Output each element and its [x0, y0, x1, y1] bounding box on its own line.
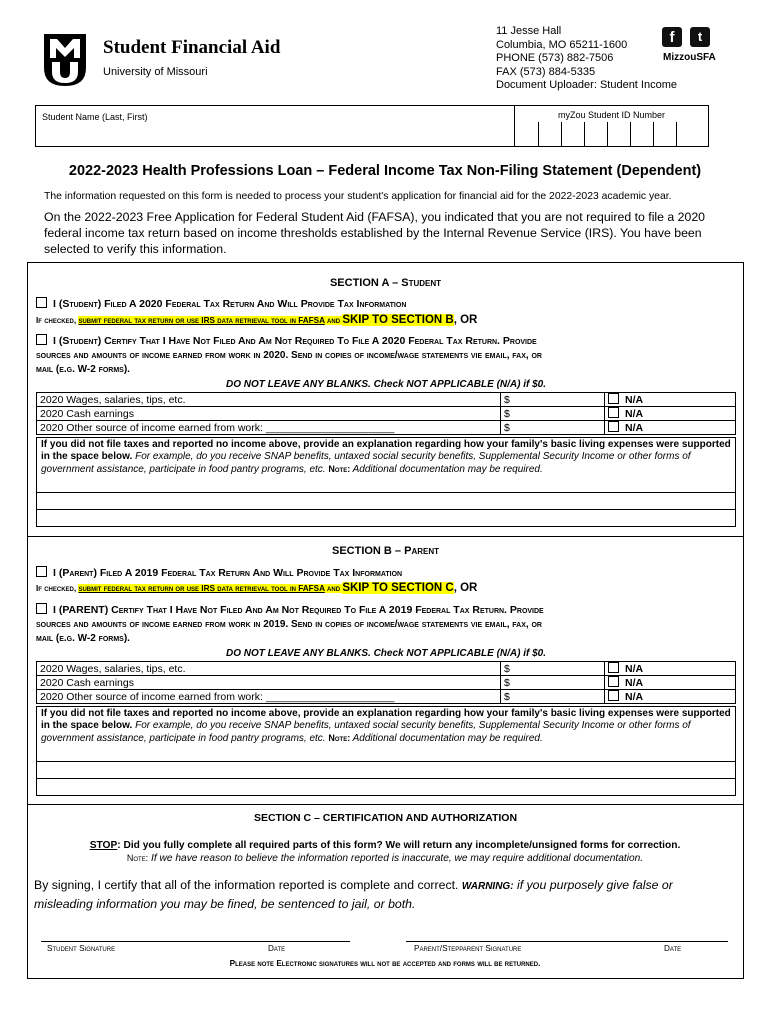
student-name-field[interactable]: Student Name (Last, First) — [42, 112, 148, 122]
section-b-instructions: sources and amounts of income earned from work in 2019. Send in copies of income/wage statements vie email, fax, or — [36, 619, 542, 630]
na-cell — [605, 662, 736, 676]
checkbox-student-filed[interactable] — [36, 297, 47, 308]
section-b-income-table — [36, 661, 736, 704]
amount-field[interactable]: $ — [501, 421, 605, 435]
org-name: Student Financial Aid — [103, 37, 281, 58]
fax-line: FAX (573) 884-5335 — [496, 65, 596, 78]
section-a-income-table — [36, 392, 736, 435]
section-a-explanation-prompt — [36, 437, 736, 493]
na-cell — [605, 690, 736, 704]
section-a-if-checked — [36, 314, 477, 326]
explanation-bold: If you did not file taxes and reported no income above, provide an explanation regarding how your family's basic living expenses were supported in the space below. — [41, 708, 731, 732]
na-checkbox[interactable] — [608, 690, 619, 701]
option-label: I (Student) Certify That I Have Not Filed And Am Not Required To File A 2020 Federal Tax Return. Provide — [53, 335, 537, 347]
checkbox-parent-filed[interactable] — [36, 566, 47, 577]
option-label: I (Parent) Filed A 2019 Federal Tax Return And Will Provide Tax Information — [53, 567, 403, 579]
warning-text: if you purposely give false or misleading information you may be fined, be sentenced to jail, or both. — [34, 878, 673, 911]
section-a-instructions: sources and amounts of income earned from work in 2020. Send in copies of income/wage statements vie email, fax, or — [36, 350, 542, 361]
date-label: Date — [268, 944, 286, 953]
social-handle: MizzouSFA — [663, 52, 716, 63]
uploader-line: Document Uploader: Student Income — [496, 79, 677, 91]
section-divider — [27, 804, 744, 805]
income-label: 2020 Other source of income earned from work: ______________________ — [37, 421, 501, 435]
id-cell-divider — [676, 122, 677, 146]
and-text: and — [324, 316, 343, 325]
na-label: N/A — [625, 663, 644, 675]
skip-to-section-c: SKIP TO SECTION C — [342, 582, 454, 594]
na-label: N/A — [625, 691, 644, 703]
table-row — [37, 662, 736, 676]
note-text: Additional documentation may be required. — [350, 733, 543, 745]
section-b-if-checked — [36, 582, 477, 594]
stop-warning — [0, 840, 770, 851]
section-divider — [27, 536, 744, 537]
intro-text: The information requested on this form is needed to process your student's application for financial aid for the 2022-2023 academic year. — [44, 191, 672, 202]
id-cell-divider — [561, 122, 562, 146]
section-b-option-filed — [36, 566, 402, 579]
checkbox-student-not-filed[interactable] — [36, 334, 47, 345]
facebook-icon[interactable]: f — [662, 27, 682, 47]
warning-label: WARNING: — [461, 881, 514, 892]
note-label: Note: — [126, 853, 149, 863]
na-cell — [605, 393, 736, 407]
note-label: Note: — [328, 733, 351, 744]
student-id-label: myZou Student ID Number — [558, 110, 666, 120]
income-label: 2020 Other source of income earned from work: ______________________ — [37, 690, 501, 704]
address-line: Columbia, MO 65211-1600 — [496, 38, 628, 51]
section-b-instructions-end: mail (e.g. W-2 forms). — [36, 633, 130, 644]
parent-signature-label: Parent/Stepparent Signature — [414, 944, 522, 953]
table-row — [37, 393, 736, 407]
checkbox-parent-not-filed[interactable] — [36, 603, 47, 614]
na-checkbox[interactable] — [608, 662, 619, 673]
explanation-line[interactable] — [36, 762, 736, 779]
section-c-heading: SECTION C – CERTIFICATION AND AUTHORIZATION — [253, 812, 518, 824]
mu-logo — [44, 34, 86, 86]
section-a-heading: SECTION A – Student — [329, 277, 442, 289]
amount-field[interactable]: $ — [501, 407, 605, 421]
explanation-line[interactable] — [36, 779, 736, 796]
if-checked-label: If checked, — [36, 584, 79, 593]
student-id-field[interactable] — [515, 122, 709, 147]
id-cell-divider — [630, 122, 631, 146]
income-label: 2020 Wages, salaries, tips, etc. — [37, 393, 501, 407]
certify-text: By signing, I certify that all of the information reported is complete and correct. — [34, 878, 462, 892]
amount-field[interactable]: $ — [501, 676, 605, 690]
explanation-line[interactable] — [36, 493, 736, 510]
twitter-icon[interactable]: t — [690, 27, 710, 47]
na-label: N/A — [625, 394, 644, 406]
na-checkbox[interactable] — [608, 407, 619, 418]
if-checked-label: If checked, — [36, 316, 79, 325]
contact-address — [496, 25, 677, 93]
date-label: Date — [664, 944, 682, 953]
option-label: I (PARENT) Certify That I Have Not Filed And Am Not Required To File A 2019 Federal Tax Return. Provide — [53, 604, 544, 616]
amount-field[interactable]: $ — [501, 690, 605, 704]
option-label: I (Student) Filed A 2020 Federal Tax Return And Will Provide Tax Information — [53, 298, 407, 310]
table-row — [37, 690, 736, 704]
id-cell-divider — [653, 122, 654, 146]
skip-to-section-b: SKIP TO SECTION B — [342, 314, 454, 326]
table-row — [37, 407, 736, 421]
note-text: If we have reason to believe the information reported is inaccurate, we may require additional documentation. — [148, 853, 644, 864]
stop-text: : Did you fully complete all required parts of this form? We will return any incomplete/unsigned forms for correction. — [117, 840, 681, 851]
income-label: 2020 Cash earnings — [37, 676, 501, 690]
na-cell — [605, 676, 736, 690]
student-signature-line[interactable] — [41, 941, 350, 942]
section-c-note — [0, 853, 770, 864]
na-label: N/A — [625, 422, 644, 434]
section-a-option-filed — [36, 297, 406, 310]
na-checkbox[interactable] — [608, 421, 619, 432]
na-label: N/A — [625, 677, 644, 689]
section-b-option-not-filed — [36, 603, 544, 616]
student-signature-label: Student Signature — [47, 944, 116, 953]
na-checkbox[interactable] — [608, 676, 619, 687]
parent-signature-line[interactable] — [406, 941, 728, 942]
explanation-bold: If you did not file taxes and reported no income above, provide an explanation regarding how your family's basic living expenses were supported in the space below. — [41, 439, 731, 463]
income-label: 2020 Cash earnings — [37, 407, 501, 421]
and-text: and — [324, 584, 343, 593]
fafsa-intro-paragraph: On the 2022-2023 Free Application for Federal Student Aid (FAFSA), you indicated that you are not required to file a 2020 federal income tax return based on income thresholds established by the Internal Revenue Service (IRS). You have been selected to verify this information. — [44, 210, 706, 256]
section-b-heading: SECTION B – Parent — [331, 545, 439, 557]
id-cell-divider — [584, 122, 585, 146]
or-text: , OR — [453, 314, 478, 326]
explanation-italic: For example, do you receive SNAP benefits, untaxed social security benefits, Supplemental Security Income or other forms of government assistance, participate in food pantry programs, etc. — [41, 451, 691, 476]
do-not-leave-blanks: DO NOT LEAVE ANY BLANKS. Check NOT APPLICABLE (N/A) if $0. — [225, 648, 547, 659]
note-label: Note: — [328, 464, 351, 475]
amount-field[interactable]: $ — [501, 662, 605, 676]
form-title: 2022-2023 Health Professions Loan – Federal Income Tax Non-Filing Statement (Dependent) — [68, 163, 702, 179]
id-cell-divider — [607, 122, 608, 146]
na-label: N/A — [625, 408, 644, 420]
do-not-leave-blanks: DO NOT LEAVE ANY BLANKS. Check NOT APPLICABLE (N/A) if $0. — [225, 379, 547, 390]
section-b-explanation-prompt — [36, 706, 736, 762]
section-a-instructions-end: mail (e.g. W-2 forms). — [36, 364, 130, 375]
stop-label: STOP — [89, 840, 118, 851]
explanation-line[interactable] — [36, 510, 736, 527]
amount-field[interactable]: $ — [501, 393, 605, 407]
na-checkbox[interactable] — [608, 393, 619, 404]
na-cell — [605, 407, 736, 421]
submit-tax-return-link[interactable]: submit federal tax return or use IRS data retrieval tool in FAFSA — [78, 584, 325, 593]
section-a-option-not-filed — [36, 334, 537, 347]
note-text: Additional documentation may be required. — [350, 464, 543, 476]
table-row — [37, 676, 736, 690]
or-text: , OR — [453, 582, 478, 594]
certification-statement — [34, 877, 734, 912]
phone-line: PHONE (573) 882-7506 — [496, 52, 614, 64]
university-name: University of Missouri — [103, 66, 208, 78]
na-cell — [605, 421, 736, 435]
income-label: 2020 Wages, salaries, tips, etc. — [37, 662, 501, 676]
address-line: 11 Jesse Hall — [496, 25, 562, 37]
electronic-signature-note: Please note Electronic signatures will not be accepted and forms will be returned. — [229, 959, 541, 968]
explanation-italic: For example, do you receive SNAP benefits, untaxed social security benefits, Supplemental Security Income or other forms of government assistance, participate in food pantry programs, etc. — [41, 720, 691, 745]
id-cell-divider — [538, 122, 539, 146]
table-row — [37, 421, 736, 435]
submit-tax-return-link[interactable]: submit federal tax return or use IRS data retrieval tool in FAFSA — [78, 316, 325, 325]
